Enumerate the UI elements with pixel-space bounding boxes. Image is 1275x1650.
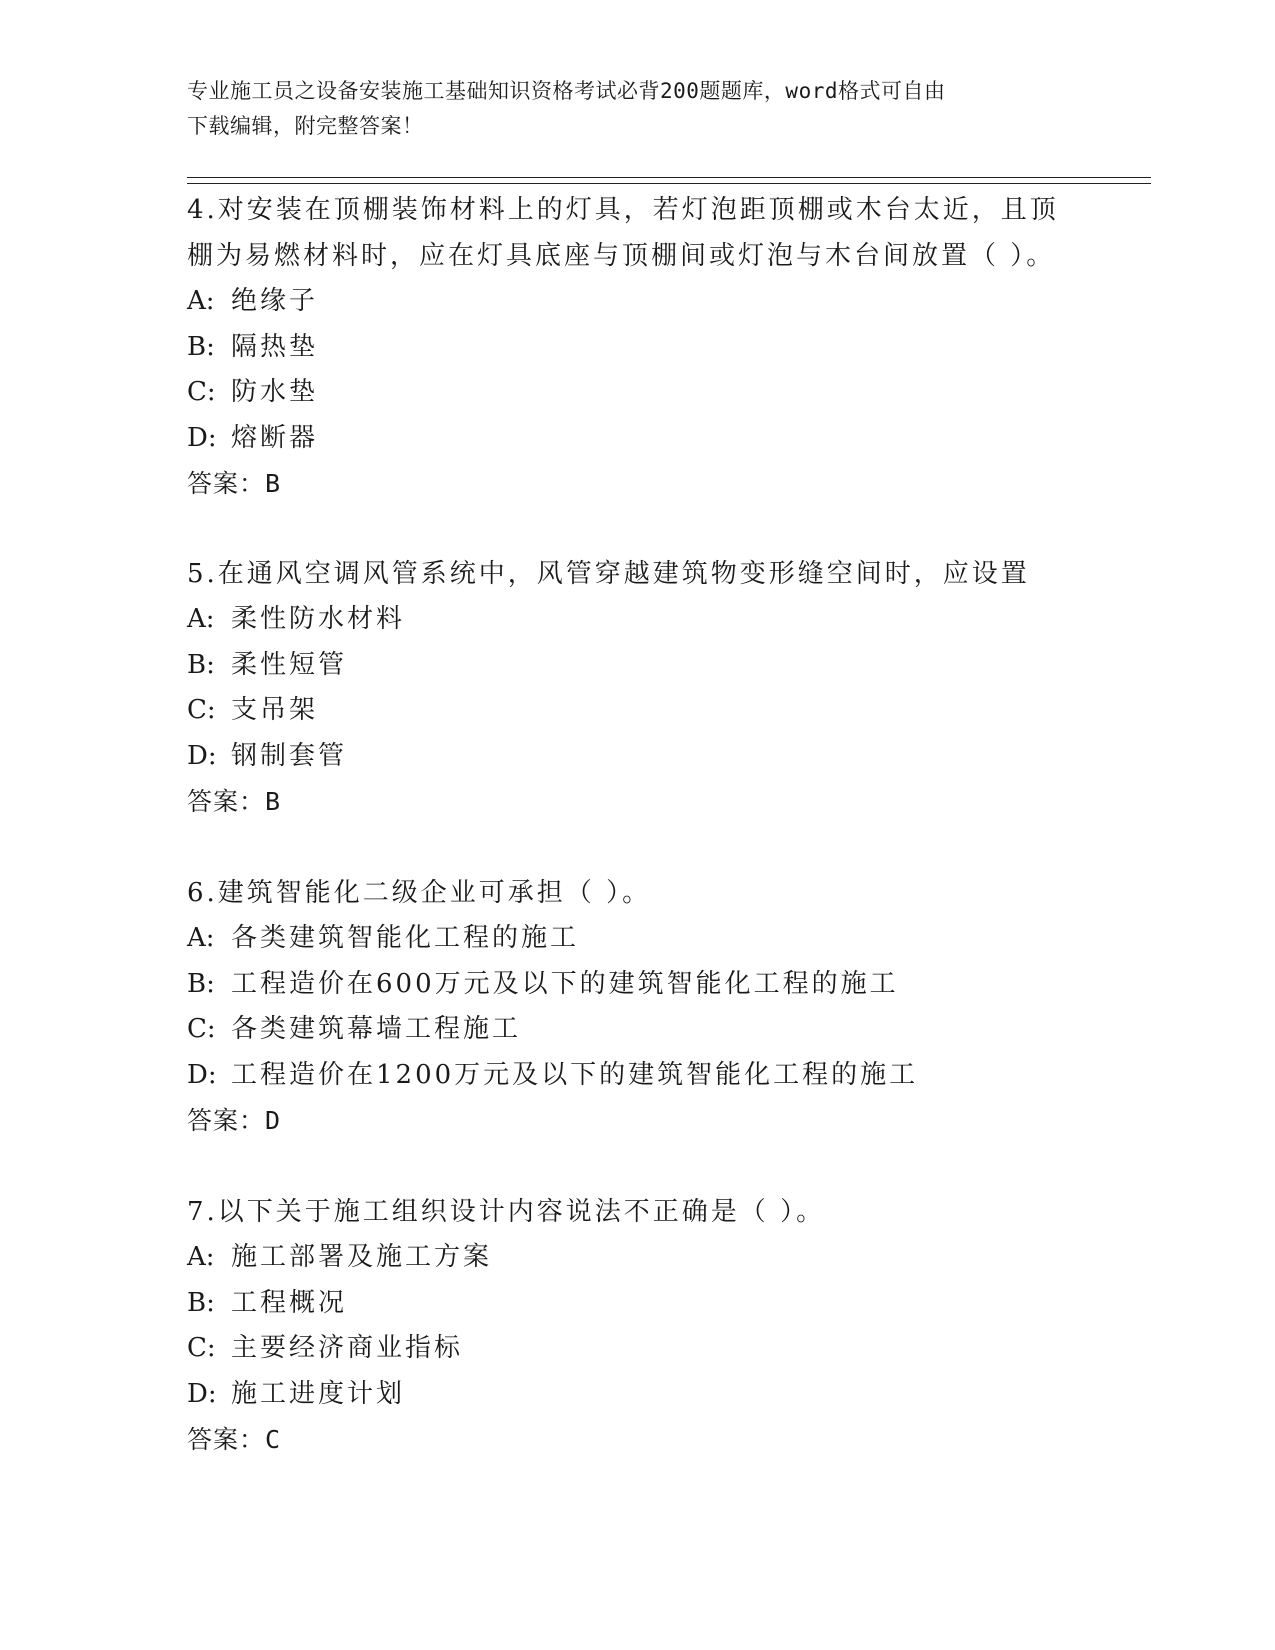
option-text: 柔性短管	[231, 649, 348, 680]
option-key: D:	[187, 422, 217, 453]
header-line-2: 下载编辑，附完整答案！	[187, 114, 424, 138]
option-text: 钢制套管	[231, 740, 348, 771]
option-text: 支吊架	[231, 695, 319, 725]
option-key: A:	[187, 923, 215, 953]
option-key: C:	[187, 1333, 216, 1363]
option-text: 主要经济商业指标	[231, 1333, 464, 1363]
option-key: D:	[187, 1059, 217, 1090]
option-key: B:	[187, 649, 215, 680]
option-key: A:	[187, 286, 215, 316]
question-5	[187, 551, 1087, 825]
answer-label: 答案：C	[187, 1425, 282, 1454]
option-key: D:	[187, 740, 217, 771]
option-c	[187, 370, 1087, 416]
option-text: 绝缘子	[231, 286, 319, 316]
option-text: 柔性防水材料	[231, 604, 406, 634]
header-divider-top	[187, 177, 1151, 178]
option-a	[187, 1235, 1087, 1281]
option-a	[187, 916, 1087, 962]
question-4	[187, 187, 1087, 507]
option-key: C:	[187, 377, 216, 407]
option-key: C:	[187, 695, 216, 725]
option-text: 工程概况	[231, 1287, 348, 1318]
option-a	[187, 597, 1087, 643]
option-a	[187, 279, 1087, 325]
question-stem: 5.在通风空调风管系统中，风管穿越建筑物变形缝空间时，应设置	[187, 559, 1030, 589]
option-d	[187, 1372, 1087, 1418]
option-key: B:	[187, 968, 215, 999]
option-b	[187, 643, 1087, 689]
option-text: 各类建筑智能化工程的施工	[231, 923, 580, 953]
option-text: 防水垫	[231, 377, 319, 407]
answer-label: 答案：B	[187, 469, 282, 498]
option-key: B:	[187, 331, 215, 362]
option-c	[187, 1007, 1087, 1053]
option-b	[187, 1281, 1087, 1327]
header-divider-bottom	[187, 183, 1151, 184]
option-c	[187, 1326, 1087, 1372]
option-d	[187, 734, 1087, 780]
question-stem: 6.建筑智能化二级企业可承担（ ）。	[187, 878, 652, 908]
question-6	[187, 870, 1087, 1144]
option-b	[187, 325, 1087, 371]
option-text: 熔断器	[231, 422, 319, 453]
option-d	[187, 416, 1087, 462]
option-text: 施工进度计划	[231, 1378, 406, 1409]
question-7	[187, 1189, 1087, 1463]
option-b	[187, 962, 1087, 1008]
option-key: A:	[187, 1242, 215, 1272]
question-stem: 7.以下关于施工组织设计内容说法不正确是（ ）。	[187, 1197, 826, 1227]
option-text: 工程造价在1200万元及以下的建筑智能化工程的施工	[231, 1059, 919, 1090]
option-key: D:	[187, 1378, 217, 1409]
header-line-1: 专业施工员之设备安装施工基础知识资格考试必背200题题库，word格式可自由	[187, 79, 946, 103]
option-text: 各类建筑幕墙工程施工	[231, 1014, 522, 1044]
answer-label: 答案：D	[187, 1106, 282, 1135]
option-c	[187, 688, 1087, 734]
question-stem: 4.对安装在顶棚装饰材料上的灯具，若灯泡距顶棚或木台太近，且顶棚为易燃材料时，应在灯具底座与顶棚间或灯泡与木台间放置（ ）。	[187, 195, 1059, 271]
answer-label: 答案：B	[187, 787, 282, 816]
option-text: 施工部署及施工方案	[231, 1242, 493, 1272]
option-key: B:	[187, 1287, 215, 1318]
option-d	[187, 1053, 1087, 1099]
document-header	[187, 74, 1067, 144]
option-key: A:	[187, 604, 215, 634]
option-key: C:	[187, 1014, 216, 1044]
option-text: 隔热垫	[231, 331, 319, 362]
option-text: 工程造价在600万元及以下的建筑智能化工程的施工	[231, 968, 899, 999]
